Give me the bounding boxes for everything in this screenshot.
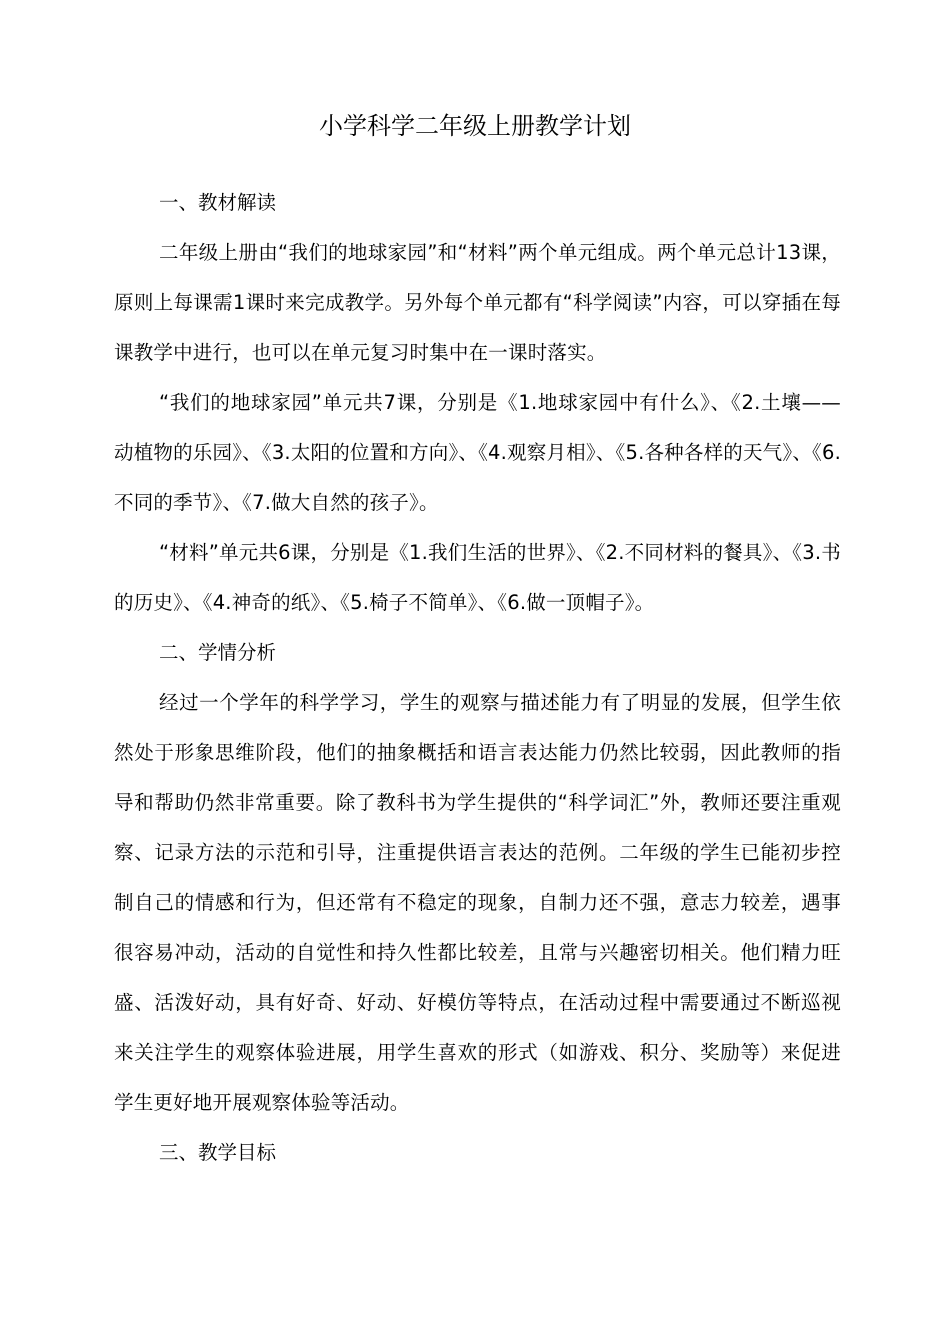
paragraph-student-analysis: 经过一个学年的科学学习，学生的观察与描述能力有了明显的发展，但学生依然处于形象思维阶段，他们的抽象概括和语言表达能力仍然比较弱，因此教师的指导和帮助仍然非常重要。除了教科书为学生提供的“科学词汇”外，教师还要注重观察、记录方法的示范和引导，注重提供语言表达的范例。二年级的学生已能初步控制自己的情感和行为，但还常有不稳定的现象，自制力还不强，意志力较差，遇事很容易冲动，活动的自觉性和持久性都比较差，且常与兴趣密切相关。他们精力旺盛、活泼好动，具有好奇、好动、好模仿等特点，在活动过程中需要通过不断巡视来关注学生的观察体验进展，用学生喜欢的形式（如游戏、积分、奖励等）来促进学生更好地开展观察体验等活动。 [114, 691, 841, 1114]
section-heading-textbook: 一、教材解读 [159, 191, 277, 214]
document-body [114, 178, 841, 1178]
document-title: 小学科学二年级上册教学计划 [319, 112, 631, 140]
section-heading-teaching-goals: 三、教学目标 [159, 1141, 277, 1164]
paragraph-earth-unit: “我们的地球家园”单元共7课，分别是《1.地球家园中有什么》、《2.土壤——动植物的乐园》、《3.太阳的位置和方向》、《4.观察月相》、《5.各种各样的天气》、《6.不同的季节》、《7.做大自然的孩子》。 [114, 391, 841, 514]
section-heading-student-analysis: 二、学情分析 [159, 641, 277, 664]
paragraph-materials-unit: “材料”单元共6课，分别是《1.我们生活的世界》、《2.不同材料的餐具》、《3.书的历史》、《4.神奇的纸》、《5.椅子不简单》、《6.做一顶帽子》。 [114, 541, 841, 614]
paragraph-overview: 二年级上册由“我们的地球家园”和“材料”两个单元组成。两个单元总计13课，原则上每课需1课时来完成教学。另外每个单元都有“科学阅读”内容，可以穿插在每课教学中进行，也可以在单元复习时集中在一课时落实。 [114, 241, 841, 364]
